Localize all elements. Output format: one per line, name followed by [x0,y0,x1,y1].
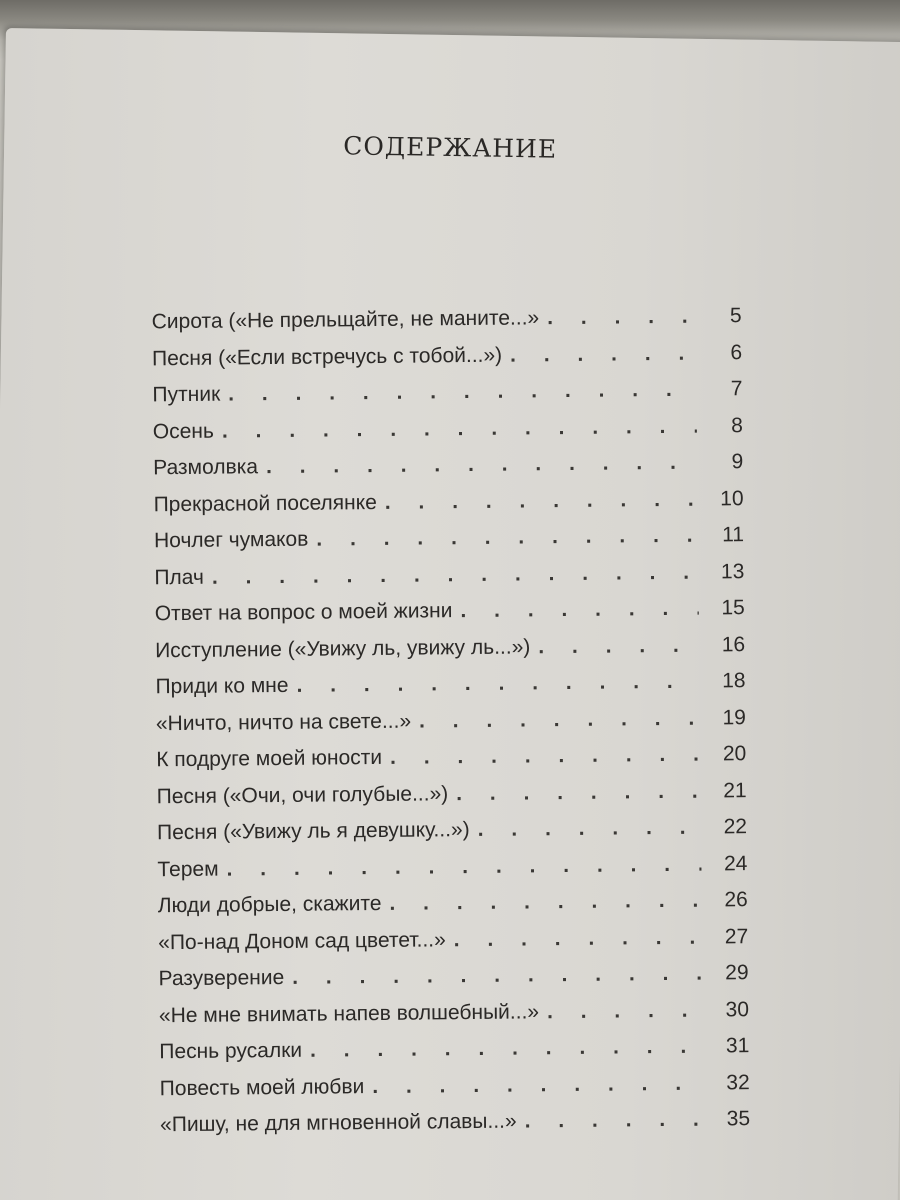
toc-entry [154,523,744,566]
toc-entry-title: Песня («Увижу ль я девушку...») [156,818,470,845]
toc-dot-leader [316,524,698,552]
toc-entry-title: Песня («Очи, очи голубые...») [156,781,449,808]
toc-dot-leader [547,305,696,331]
toc-entry [157,815,747,858]
toc-entry-page-number: 22 [723,815,748,839]
toc-entry [152,304,742,347]
toc-entry-title: Размолвка [153,455,259,480]
toc-entry-title: Повесть моей любви [159,1074,365,1100]
toc-entry [160,1071,750,1114]
toc-entry-page-number: 29 [725,961,749,985]
toc-entry-page-number: 11 [722,523,745,547]
toc-entry [157,852,747,895]
toc-dot-leader [310,1035,704,1063]
toc-dot-leader [292,962,703,990]
toc-entry [152,377,742,420]
toc-dot-leader [538,633,699,659]
toc-entry-title: «Пишу, не для мгновенной славы...» [159,1109,517,1137]
toc-entry-title: Песнь русалки [159,1038,303,1064]
toc-entry-title: Терем [157,857,219,881]
toc-entry [158,888,748,931]
toc-entry [159,1034,749,1077]
toc-dot-leader [547,998,703,1024]
book-page [0,28,900,1200]
toc-dot-leader [226,852,701,881]
toc-entry-title: Люди добрые, скажите [157,891,382,918]
toc-entry-page-number: 15 [721,596,745,620]
toc-dot-leader [212,560,699,589]
toc-entry-title: Ночлег чумаков [153,527,309,553]
toc-dot-leader [372,1071,704,1098]
toc-dot-leader [478,816,702,842]
toc-entry-title: Приди ко мне [155,673,289,699]
toc-entry [156,742,746,785]
toc-dot-leader [454,925,703,952]
toc-entry-title: Песня («Если встречусь с тобой...») [151,343,503,370]
toc-entry [153,414,743,457]
toc-entry-page-number: 30 [725,997,750,1021]
toc-entry-page-number: 5 [729,304,742,328]
toc-dot-leader [525,1108,705,1134]
toc-entry-title: Сирота («Не прельщайте, не маните...» [151,306,540,334]
toc-entry [159,998,749,1041]
toc-entry [160,1107,750,1150]
table-of-contents [152,304,751,1150]
toc-entry-page-number: 9 [731,450,744,474]
toc-entry-title: «Ничто, ничто на свете...» [155,709,412,735]
toc-entry-page-number: 16 [721,632,746,656]
toc-entry-page-number: 13 [720,559,745,583]
toc-entry-title: К подруге моей юности [156,745,383,772]
toc-entry-page-number: 18 [722,669,746,693]
toc-entry-page-number: 35 [726,1107,751,1131]
toc-entry-page-number: 21 [723,778,747,802]
toc-dot-leader [296,670,699,698]
toc-entry-page-number: 27 [724,924,749,948]
toc-entry-page-number: 10 [720,486,744,510]
toc-entry [153,487,743,530]
toc-entry-title: «По-над Доном сад цветет...» [158,927,446,954]
toc-entry [153,450,743,493]
toc-entry [152,341,742,384]
toc-entry-page-number: 6 [730,340,743,364]
page-heading: СОДЕРЖАНИЕ [343,131,558,164]
toc-dot-leader [390,743,700,770]
toc-entry [155,633,745,676]
toc-entry [154,560,744,603]
toc-dot-leader [510,341,696,367]
toc-dot-leader [266,451,697,480]
toc-entry-page-number: 20 [722,742,747,766]
toc-entry-page-number: 24 [723,851,748,875]
toc-entry-title: Разуверение [158,965,285,991]
toc-entry-page-number: 26 [724,888,748,912]
toc-entry-page-number: 7 [730,377,743,401]
toc-dot-leader [460,597,699,623]
toc-entry [158,925,748,968]
toc-entry-title: Прекрасной поселянке [153,490,377,516]
toc-entry-title: Исступление («Увижу ль, увижу ль...») [155,634,531,662]
toc-entry-title: «Не мне внимать напев волшебный...» [158,999,540,1027]
toc-dot-leader [389,889,702,916]
toc-entry-title: Путник [152,382,221,407]
toc-entry [157,779,747,822]
toc-dot-leader [228,378,696,407]
toc-entry [155,596,745,639]
toc-entry-title: Плач [154,565,205,589]
toc-entry-page-number: 8 [731,413,743,437]
toc-entry-title: Ответ на вопрос о моей жизни [154,599,453,626]
toc-entry [156,706,746,749]
toc-dot-leader [456,779,701,806]
toc-dot-leader [222,414,697,443]
toc-entry [158,961,748,1004]
toc-entry [155,669,745,712]
toc-entry-page-number: 31 [725,1034,750,1058]
toc-entry-page-number: 19 [722,705,746,729]
toc-dot-leader [385,487,698,514]
toc-entry-page-number: 32 [726,1070,750,1094]
toc-dot-leader [419,706,700,733]
toc-entry-title: Осень [152,419,215,443]
